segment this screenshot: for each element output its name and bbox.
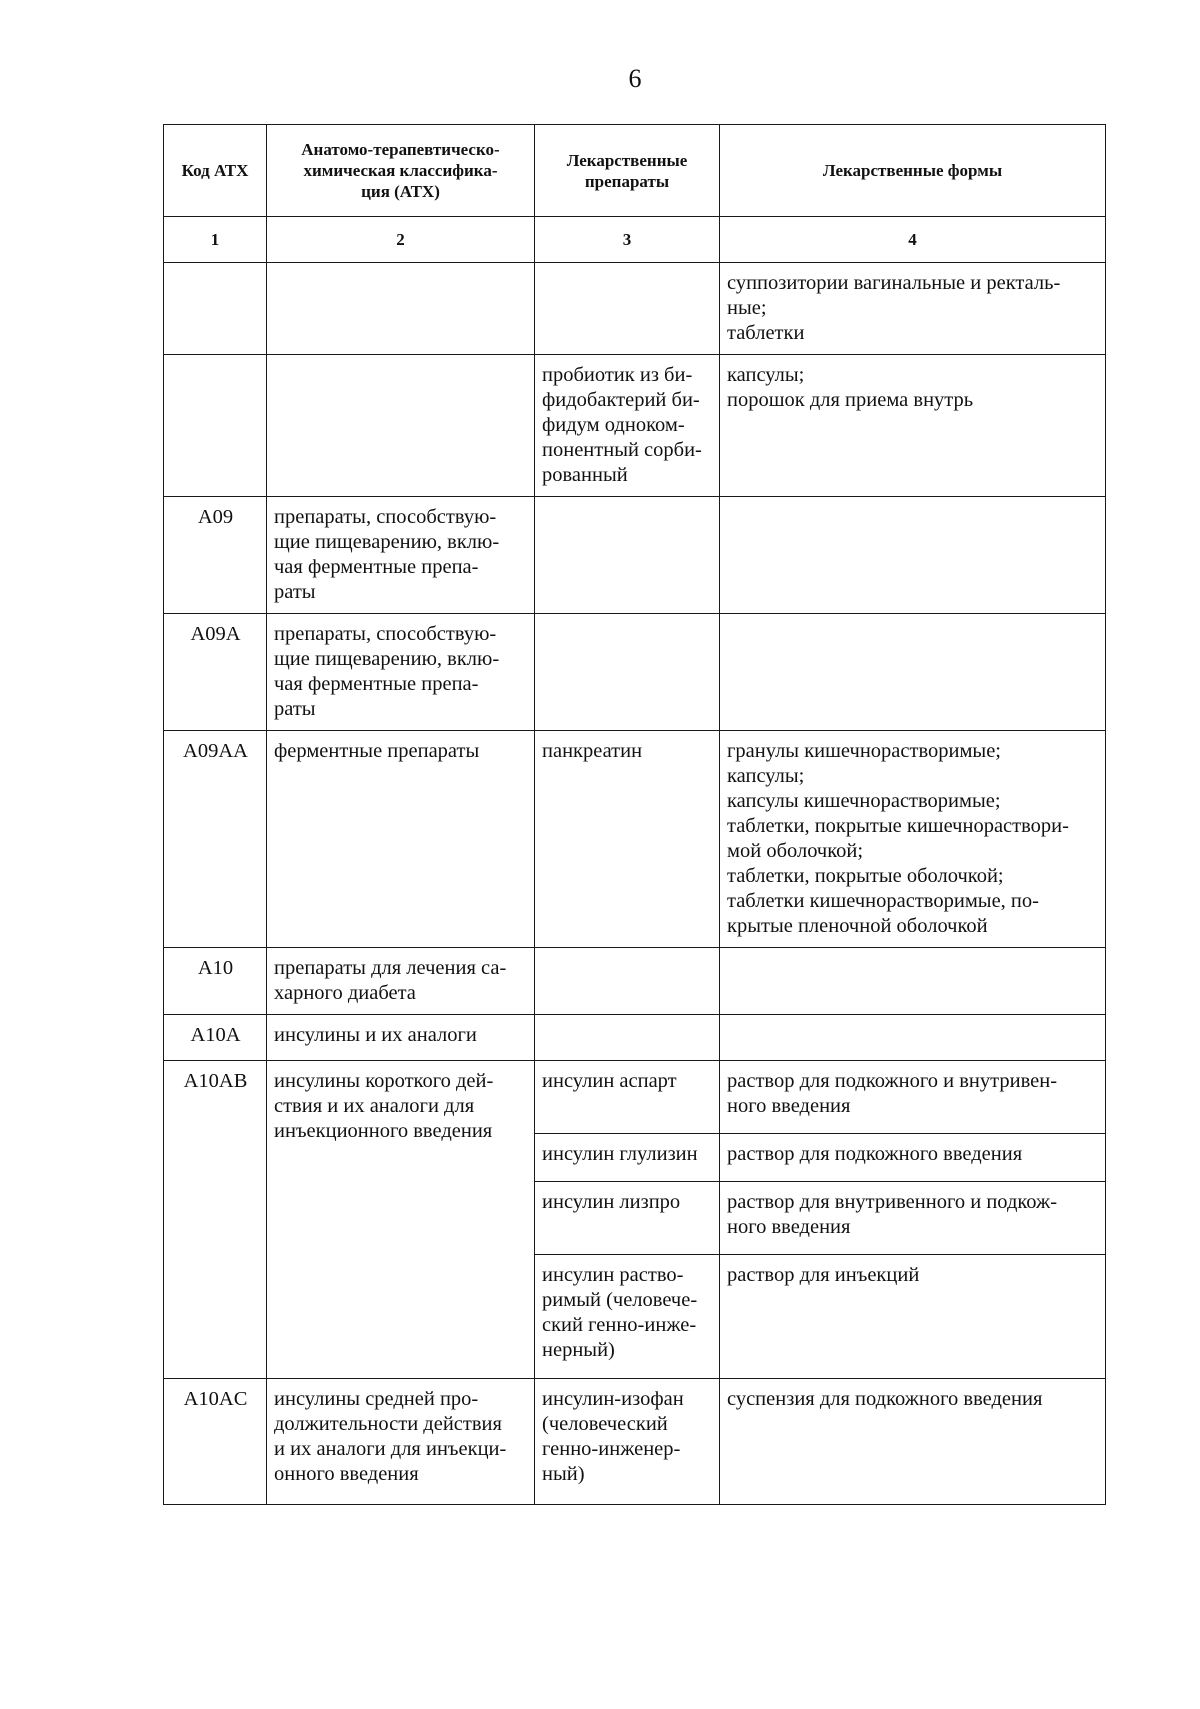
atc-code: A09A bbox=[164, 614, 267, 731]
drug-name: инсулин раство- римый (человече- ский генно-инже- нерный) bbox=[535, 1255, 720, 1379]
table-row bbox=[164, 1061, 1106, 1134]
dosage-forms bbox=[720, 614, 1106, 731]
drug-classification-table bbox=[163, 124, 1106, 1505]
dosage-forms: раствор для подкожного и внутривен- ного введения bbox=[720, 1061, 1106, 1134]
atc-classification: инсулины средней про- должительности действия и их аналоги для инъекци- онного введения bbox=[267, 1379, 535, 1505]
atc-code: A10 bbox=[164, 948, 267, 1015]
dosage-forms bbox=[720, 948, 1106, 1015]
drug-name bbox=[535, 263, 720, 355]
column-number: 3 bbox=[535, 217, 720, 263]
column-number: 4 bbox=[720, 217, 1106, 263]
atc-classification: ферментные препараты bbox=[267, 731, 535, 948]
drug-name: инсулин-изофан (человеческий генно-инженер- ный) bbox=[535, 1379, 720, 1505]
dosage-forms: суппозитории вагинальные и ректаль- ные; таблетки bbox=[720, 263, 1106, 355]
column-number: 2 bbox=[267, 217, 535, 263]
drug-name: инсулин лизпро bbox=[535, 1182, 720, 1255]
drug-name: инсулин аспарт bbox=[535, 1061, 720, 1134]
drug-name bbox=[535, 614, 720, 731]
table-row bbox=[164, 1015, 1106, 1061]
header-forms: Лекарственные формы bbox=[720, 125, 1106, 217]
table-row bbox=[164, 355, 1106, 497]
column-number-row bbox=[164, 217, 1106, 263]
table-row bbox=[164, 497, 1106, 614]
atc-code: A10AB bbox=[164, 1061, 267, 1379]
atc-code: A09 bbox=[164, 497, 267, 614]
dosage-forms bbox=[720, 1015, 1106, 1061]
atc-classification bbox=[267, 263, 535, 355]
dosage-forms bbox=[720, 497, 1106, 614]
drug-name bbox=[535, 497, 720, 614]
atc-classification: препараты для лечения са- харного диабета bbox=[267, 948, 535, 1015]
column-number: 1 bbox=[164, 217, 267, 263]
atc-code: A09AA bbox=[164, 731, 267, 948]
table-row bbox=[164, 263, 1106, 355]
drug-name bbox=[535, 1015, 720, 1061]
table-row bbox=[164, 1379, 1106, 1505]
atc-code: A10A bbox=[164, 1015, 267, 1061]
dosage-forms: раствор для инъекций bbox=[720, 1255, 1106, 1379]
atc-classification: препараты, способствую- щие пищеварению, вклю- чая ферментные препа- раты bbox=[267, 614, 535, 731]
header-atc: Анатомо-терапевтическо- химическая классифика- ция (АТХ) bbox=[267, 125, 535, 217]
atc-code bbox=[164, 355, 267, 497]
table-header-row bbox=[164, 125, 1106, 217]
drug-name: панкреатин bbox=[535, 731, 720, 948]
atc-classification: инсулины короткого дей- ствия и их аналоги для инъекционного введения bbox=[267, 1061, 535, 1379]
dosage-forms: раствор для внутривенного и подкож- ного введения bbox=[720, 1182, 1106, 1255]
dosage-forms: раствор для подкожного введения bbox=[720, 1134, 1106, 1182]
atc-classification: препараты, способствую- щие пищеварению, вклю- чая ферментные препа- раты bbox=[267, 497, 535, 614]
atc-classification: инсулины и их аналоги bbox=[267, 1015, 535, 1061]
header-code: Код АТХ bbox=[164, 125, 267, 217]
dosage-forms: капсулы; порошок для приема внутрь bbox=[720, 355, 1106, 497]
page-number: 6 bbox=[628, 64, 642, 93]
table-row bbox=[164, 731, 1106, 948]
dosage-forms: гранулы кишечнорастворимые; капсулы; капсулы кишечнорастворимые; таблетки, покрытые кишечнораствори- мой оболочкой; таблетки, покрытые оболочкой; таблетки кишечнорастворимые, по- крытые пленочной оболочкой bbox=[720, 731, 1106, 948]
table-row bbox=[164, 614, 1106, 731]
atc-classification bbox=[267, 355, 535, 497]
dosage-forms: суспензия для подкожного введения bbox=[720, 1379, 1106, 1505]
table-row bbox=[164, 948, 1106, 1015]
drug-name: пробиотик из би- фидобактерий би- фидум одноком- понентный сорби- рованный bbox=[535, 355, 720, 497]
atc-code: A10AC bbox=[164, 1379, 267, 1505]
drug-name bbox=[535, 948, 720, 1015]
atc-code bbox=[164, 263, 267, 355]
drug-name: инсулин глулизин bbox=[535, 1134, 720, 1182]
header-drugs: Лекарственные препараты bbox=[535, 125, 720, 217]
